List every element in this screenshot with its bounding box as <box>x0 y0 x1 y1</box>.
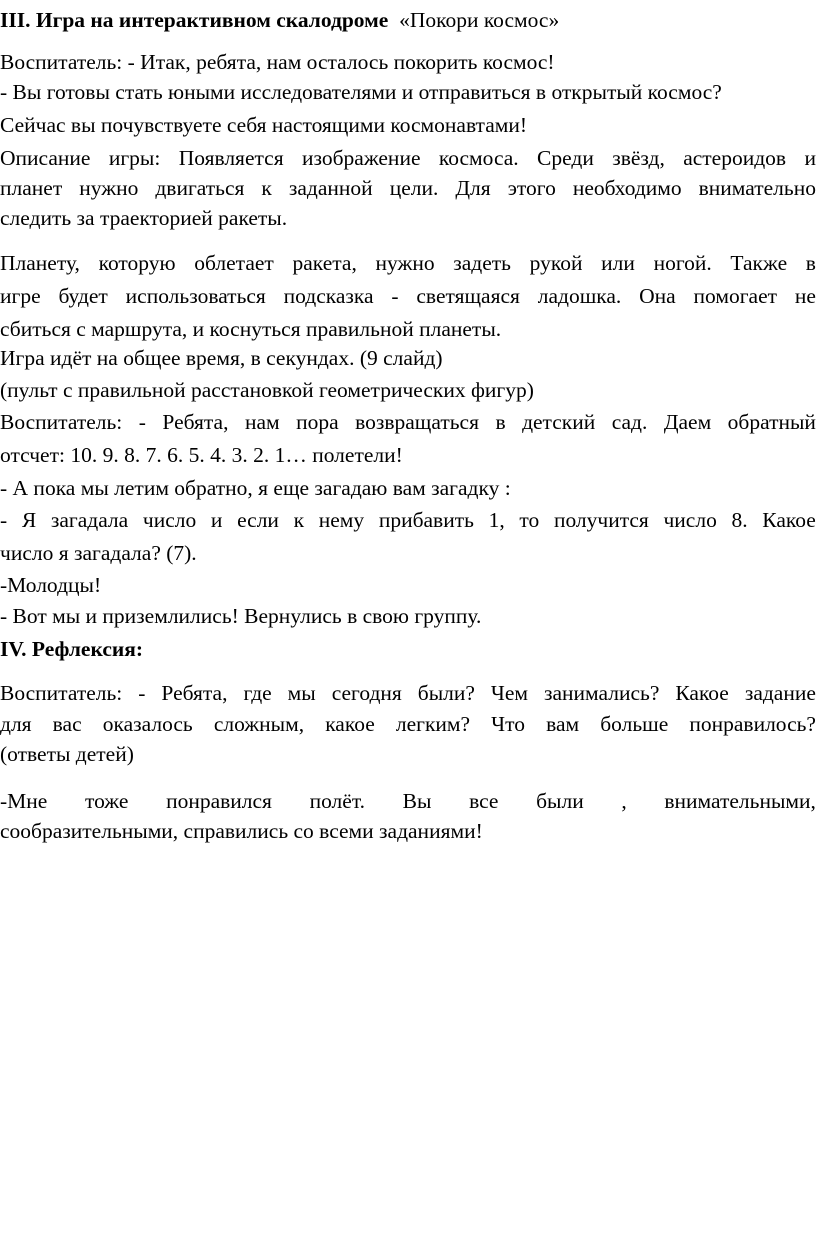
word: Какое <box>675 681 729 705</box>
word: которую <box>98 251 176 275</box>
word: помогает <box>693 284 778 308</box>
word: сегодня <box>331 681 402 705</box>
paragraph-line: сообразительными, справились со всеми заданиями! <box>0 819 483 843</box>
paragraph-line: (ответы детей) <box>0 742 134 766</box>
word: если <box>237 508 279 532</box>
justified-line <box>0 250 816 276</box>
word: занимались? <box>544 681 660 705</box>
word: облетает <box>194 251 274 275</box>
word: задеть <box>453 251 511 275</box>
word: - <box>391 284 399 308</box>
paragraph-line: сбиться с маршрута, и коснуться правильной планеты. <box>0 317 502 341</box>
word: Что <box>491 712 525 736</box>
word: оказалось <box>102 712 193 736</box>
word: где <box>243 681 272 705</box>
paragraph-line: число я загадала? (7). <box>0 541 197 565</box>
word: , <box>621 789 627 813</box>
word: Также <box>730 251 788 275</box>
word: - <box>0 508 8 532</box>
word: 1, <box>488 508 505 532</box>
word: полёт. <box>309 789 365 813</box>
word: обратный <box>727 410 816 434</box>
word: цели. <box>389 176 439 200</box>
word: легким? <box>395 712 471 736</box>
word: Даем <box>663 410 712 434</box>
word: заданной <box>288 176 373 200</box>
section-3-title: III. Игра на интерактивном скалодроме <box>0 8 389 32</box>
word: Ребята, <box>162 410 229 434</box>
word: Чем <box>490 681 529 705</box>
word: нему <box>318 508 365 532</box>
word: Вы <box>402 789 432 813</box>
word: Среди <box>537 146 594 170</box>
word: возвращаться <box>355 410 479 434</box>
section-4-heading: IV. Рефлексия: <box>0 637 144 661</box>
word: или <box>601 251 635 275</box>
word: были? <box>417 681 475 705</box>
word: звёзд, <box>612 146 665 170</box>
word: планет <box>0 176 63 200</box>
paragraph-line: (пульт с правильной расстановкой геометрических фигур) <box>0 378 534 402</box>
word: были <box>536 789 584 813</box>
word: этого <box>507 176 556 200</box>
word: к <box>261 176 272 200</box>
word: ладошка. <box>537 284 622 308</box>
paragraph-line: - Вы готовы стать юными исследователями и отправиться в открытый космос? <box>0 80 722 104</box>
word: Воспитатель: <box>0 681 123 705</box>
paragraph-line: Сейчас вы почувствуете себя настоящими космонавтами! <box>0 113 528 137</box>
justified-line <box>0 175 816 201</box>
word: число <box>142 508 197 532</box>
word: астероидов <box>683 146 787 170</box>
word: к <box>293 508 305 532</box>
word: какое <box>325 712 375 736</box>
word: изображение <box>301 146 421 170</box>
word: Планету, <box>0 251 80 275</box>
section-3-heading <box>0 7 816 33</box>
word: прибавить <box>378 508 474 532</box>
justified-line <box>0 711 816 737</box>
word: игры: <box>108 146 161 170</box>
paragraph-line: -Молодцы! <box>0 573 102 597</box>
word: Для <box>455 176 491 200</box>
justified-line <box>0 145 816 171</box>
paragraph-line: - А пока мы летим обратно, я еще загадаю вам загадку : <box>0 476 511 500</box>
word: космоса. <box>438 146 519 170</box>
word: вас <box>52 712 82 736</box>
word: в <box>805 251 816 275</box>
paragraph-line: следить за траекторией ракеты. <box>0 206 288 230</box>
word: загадала <box>50 508 129 532</box>
justified-line <box>0 409 816 435</box>
word: двигаться <box>155 176 245 200</box>
word: сад. <box>611 410 648 434</box>
word: тоже <box>84 789 129 813</box>
word: число <box>663 508 717 532</box>
word: пора <box>296 410 339 434</box>
word: понравилось? <box>689 712 816 736</box>
word: ногой. <box>653 251 712 275</box>
word: подсказка <box>283 284 374 308</box>
word: необходимо <box>572 176 682 200</box>
word: Ребята, <box>161 681 228 705</box>
word: то <box>519 508 540 532</box>
word: игре <box>0 284 41 308</box>
justified-line <box>0 283 816 309</box>
word: внимательными, <box>664 789 816 813</box>
word: нужно <box>375 251 435 275</box>
word: нужно <box>79 176 139 200</box>
word: больше <box>600 712 669 736</box>
paragraph-line: Игра идёт на общее время, в секундах. (9 слайд) <box>0 346 443 370</box>
word: 8. <box>731 508 748 532</box>
word: Я <box>21 508 37 532</box>
word: и <box>804 146 816 170</box>
paragraph-line: Воспитатель: - Итак, ребята, нам осталось покорить космос! <box>0 50 555 74</box>
section-3-game-name: «Покори космос» <box>399 8 560 32</box>
word: и <box>210 508 223 532</box>
word: рукой <box>529 251 583 275</box>
word: - <box>138 681 146 705</box>
justified-line <box>0 507 816 533</box>
paragraph-line: - Вот мы и приземлились! Вернулись в свою группу. <box>0 604 482 628</box>
word: не <box>794 284 816 308</box>
word: детский <box>522 410 596 434</box>
word: Появляется <box>178 146 284 170</box>
word: - <box>138 410 146 434</box>
word: внимательно <box>698 176 816 200</box>
word: для <box>0 712 32 736</box>
word: в <box>495 410 506 434</box>
word: получится <box>553 508 649 532</box>
word: использоваться <box>125 284 266 308</box>
word: сложным, <box>213 712 305 736</box>
justified-line <box>0 680 816 706</box>
word: Она <box>639 284 676 308</box>
word: Описание <box>0 146 91 170</box>
justified-line <box>0 788 816 814</box>
word: понравился <box>166 789 272 813</box>
word: Какое <box>762 508 816 532</box>
paragraph-line: отсчет: 10. 9. 8. 7. 6. 5. 4. 3. 2. 1… полетели! <box>0 443 403 467</box>
word: задание <box>744 681 816 705</box>
word: нам <box>244 410 280 434</box>
word: -Мне <box>0 789 48 813</box>
word: будет <box>58 284 108 308</box>
word: Воспитатель: <box>0 410 123 434</box>
word: ракета, <box>292 251 357 275</box>
word: вам <box>546 712 580 736</box>
word: светящаяся <box>416 284 520 308</box>
word: все <box>469 789 499 813</box>
word: мы <box>287 681 316 705</box>
